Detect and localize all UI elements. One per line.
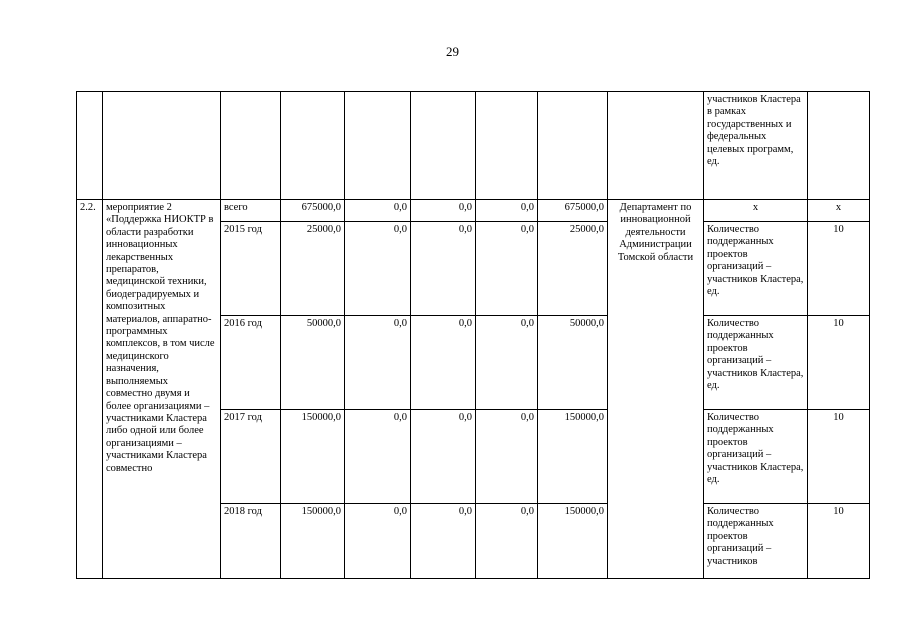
table-row bbox=[77, 200, 870, 222]
amount-cell: 0,0 bbox=[476, 222, 538, 316]
indicator-cell: Количество поддержанных проектов организаций – участников Кластера, ед. bbox=[704, 316, 808, 410]
amount-cell: 0,0 bbox=[476, 504, 538, 579]
item-name: мероприятие 2 «Поддержка НИОКТР в области разработки инновационных лекарственных препаратов, медицинской техники, биодеградируемых и композитных материалов, аппаратно-программных комплексов, в том числе медицинского назначения, выполняемых совместно двумя и более организациями – участниками Кластера либо одной или более организациями – участниками Кластера совместно bbox=[103, 200, 221, 579]
value-cell: х bbox=[808, 200, 870, 222]
total-cell: 25000,0 bbox=[281, 222, 345, 316]
table-cell bbox=[476, 92, 538, 200]
table-cell bbox=[808, 92, 870, 200]
total-cell: 50000,0 bbox=[281, 316, 345, 410]
amount-cell: 0,0 bbox=[476, 200, 538, 222]
amount-cell: 0,0 bbox=[345, 410, 411, 504]
amount-cell: 0,0 bbox=[411, 200, 476, 222]
period-cell: всего bbox=[221, 200, 281, 222]
amount-cell: 0,0 bbox=[411, 222, 476, 316]
period-cell: 2016 год bbox=[221, 316, 281, 410]
amount-cell: 675000,0 bbox=[538, 200, 608, 222]
table-cell bbox=[345, 92, 411, 200]
executor-cell: Департамент по инновационной деятельности Администрации Томской области bbox=[608, 200, 704, 579]
table-cell bbox=[281, 92, 345, 200]
amount-cell: 0,0 bbox=[345, 200, 411, 222]
program-table bbox=[76, 91, 870, 579]
total-cell: 150000,0 bbox=[281, 410, 345, 504]
table-cell bbox=[411, 92, 476, 200]
table-cell bbox=[538, 92, 608, 200]
amount-cell: 0,0 bbox=[411, 316, 476, 410]
indicator-cell: участников Кластера в рамках государственных и федеральных целевых программ, ед. bbox=[704, 92, 808, 200]
indicator-cell: Количество поддержанных проектов организаций – участников Кластера, ед. bbox=[704, 222, 808, 316]
period-cell: 2017 год bbox=[221, 410, 281, 504]
amount-cell: 0,0 bbox=[345, 222, 411, 316]
table-row bbox=[77, 92, 870, 200]
table-cell bbox=[103, 92, 221, 200]
period-cell: 2018 год bbox=[221, 504, 281, 579]
table-cell bbox=[77, 92, 103, 200]
amount-cell: 0,0 bbox=[345, 504, 411, 579]
amount-cell: 50000,0 bbox=[538, 316, 608, 410]
amount-cell: 0,0 bbox=[476, 410, 538, 504]
table-cell bbox=[608, 92, 704, 200]
total-cell: 675000,0 bbox=[281, 200, 345, 222]
amount-cell: 0,0 bbox=[411, 410, 476, 504]
value-cell: 10 bbox=[808, 222, 870, 316]
period-cell: 2015 год bbox=[221, 222, 281, 316]
indicator-cell: Количество поддержанных проектов организаций – участников bbox=[704, 504, 808, 579]
page-number: 29 bbox=[446, 44, 459, 59]
amount-cell: 0,0 bbox=[476, 316, 538, 410]
value-cell: 10 bbox=[808, 504, 870, 579]
amount-cell: 150000,0 bbox=[538, 410, 608, 504]
indicator-cell: Количество поддержанных проектов организаций – участников Кластера, ед. bbox=[704, 410, 808, 504]
amount-cell: 0,0 bbox=[345, 316, 411, 410]
value-cell: 10 bbox=[808, 316, 870, 410]
total-cell: 150000,0 bbox=[281, 504, 345, 579]
amount-cell: 150000,0 bbox=[538, 504, 608, 579]
value-cell: 10 bbox=[808, 410, 870, 504]
amount-cell: 25000,0 bbox=[538, 222, 608, 316]
item-number: 2.2. bbox=[77, 200, 103, 579]
indicator-cell: х bbox=[704, 200, 808, 222]
table-cell bbox=[221, 92, 281, 200]
amount-cell: 0,0 bbox=[411, 504, 476, 579]
